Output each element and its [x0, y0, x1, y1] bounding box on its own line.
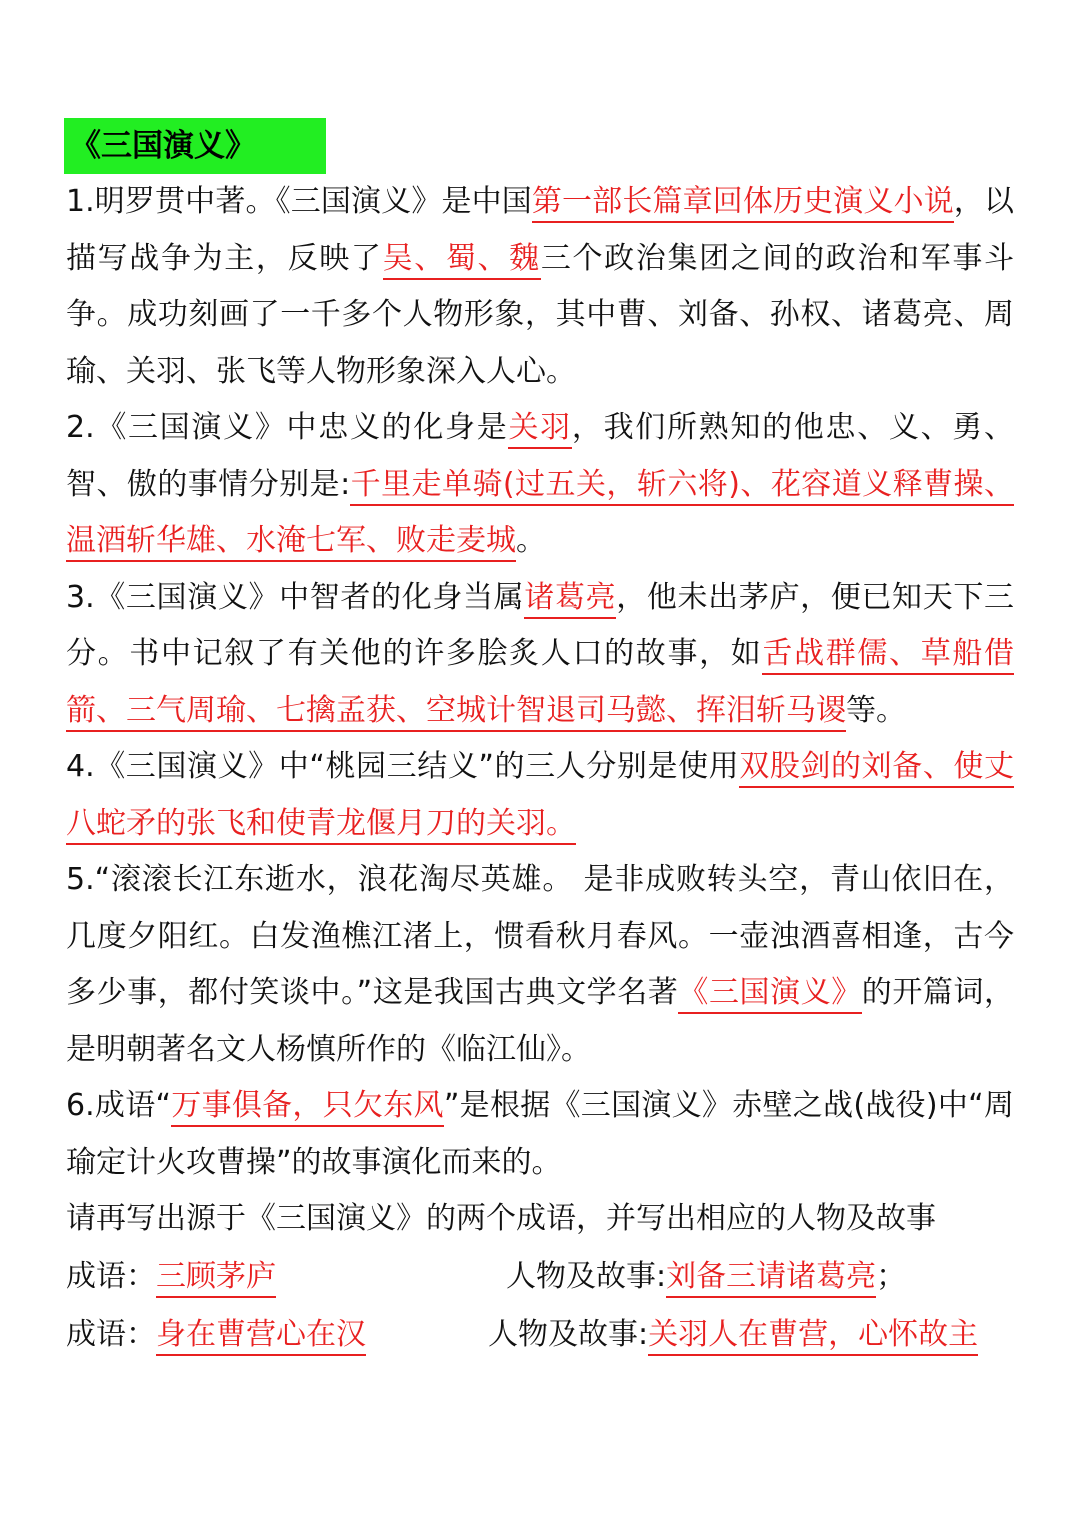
story-tail: ； [876, 1258, 907, 1294]
items-list [66, 174, 1014, 1248]
item-text: 4.《三国演义》中“桃园三结义”的三人分别是使用 [66, 749, 740, 784]
item-text: ，以描写战争为主，反映了 [66, 184, 1015, 276]
answer-text: 双股剑的刘备、使丈八蛇矛的张飞和使青龙偃月刀的关羽。 [66, 749, 1014, 845]
answer-text: 关羽 [508, 410, 571, 449]
idiom-answer: 身在曹营心在汉 [156, 1317, 366, 1356]
answer-text: 舌战群儒、草船借箭、三气周瑜、七擒孟获、空城计智退司马懿、挥泪斩马谡 [66, 636, 1014, 732]
answer-text: 第一部长篇章回体历史演义小说 [532, 184, 954, 223]
list-item [66, 174, 1014, 400]
item-text: ”是根据《三国演义》赤壁之战(战役)中“周瑜定计火攻曹操”的故事演化而来的。 [66, 1088, 1014, 1180]
story-answer: 刘备三请诸葛亮 [666, 1259, 876, 1298]
item-text: 6.成语“ [66, 1088, 172, 1123]
answer-text: 吴、蜀、魏 [383, 241, 541, 280]
list-item [66, 739, 1014, 852]
item-text: 1.明罗贯中著。《三国演义》是中国 [66, 184, 532, 219]
idiom-answer: 三顾茅庐 [156, 1259, 276, 1298]
item-text: 2.《三国演义》中忠义的化身是 [66, 410, 509, 445]
item-text: 三个政治集团之间的政治和军事斗争。成功刻画了一千多个人物形象，其中曹、刘备、孙权、诸葛亮、周瑜、关羽、张飞等人物形象深入人心。 [66, 240, 1015, 389]
idiom-row [66, 1248, 1014, 1306]
story-label: 人物及故事: [506, 1258, 667, 1294]
idiom-right [488, 1306, 978, 1364]
list-item [66, 852, 1014, 1078]
list-item [66, 400, 1014, 570]
idiom-left [66, 1306, 366, 1364]
answer-text: 万事俱备，只欠东风 [171, 1088, 444, 1127]
story-label: 人物及故事: [488, 1316, 649, 1352]
item-text: 3.《三国演义》中智者的化身当属 [66, 579, 525, 615]
item-text: 。 [516, 523, 546, 558]
answer-text: 《三国演义》 [678, 975, 861, 1014]
item-text: ，我们所熟知的他忠、义、勇、智、傲的事情分别是: [66, 410, 1015, 502]
idiom-row [66, 1306, 1014, 1364]
answer-text: 千里走单骑(过五关，斩六将)、花容道义释曹操、温酒斩华雄、水淹七军、败走麦城 [66, 467, 1014, 563]
item-text: 的开篇词，是明朝著名文人杨慎所作的《临江仙》。 [66, 975, 1015, 1067]
item-text: 5.“滚滚长江东逝水，浪花淘尽英雄。 是非成败转头空，青山依旧在，几度夕阳红。白发渔樵江渚上，惯看秋月春风。一壶浊酒喜相逢，古今多少事，都付笑谈中。”这是我国古典文学名著 [66, 862, 1014, 1010]
idiom-right [506, 1248, 906, 1306]
item-text: ，他未出茅庐，便已知天下三分。书中记叙了有关他的许多脍炙人口的故事，如 [66, 579, 1014, 671]
answer-text: 诸葛亮 [524, 580, 616, 619]
prompt-text: 请再写出源于《三国演义》的两个成语，并写出相应的人物及故事 [66, 1201, 936, 1236]
story-answer: 关羽人在曹营，心怀故主 [648, 1317, 978, 1356]
list-item [66, 570, 1014, 740]
idiom-left [66, 1248, 276, 1306]
list-item [66, 1078, 1014, 1191]
item-text: 等。 [846, 692, 906, 728]
idiom-label: 成语： [66, 1258, 156, 1294]
section-title: 《三国演义》 [64, 118, 326, 174]
idiom-label: 成语： [66, 1316, 156, 1352]
